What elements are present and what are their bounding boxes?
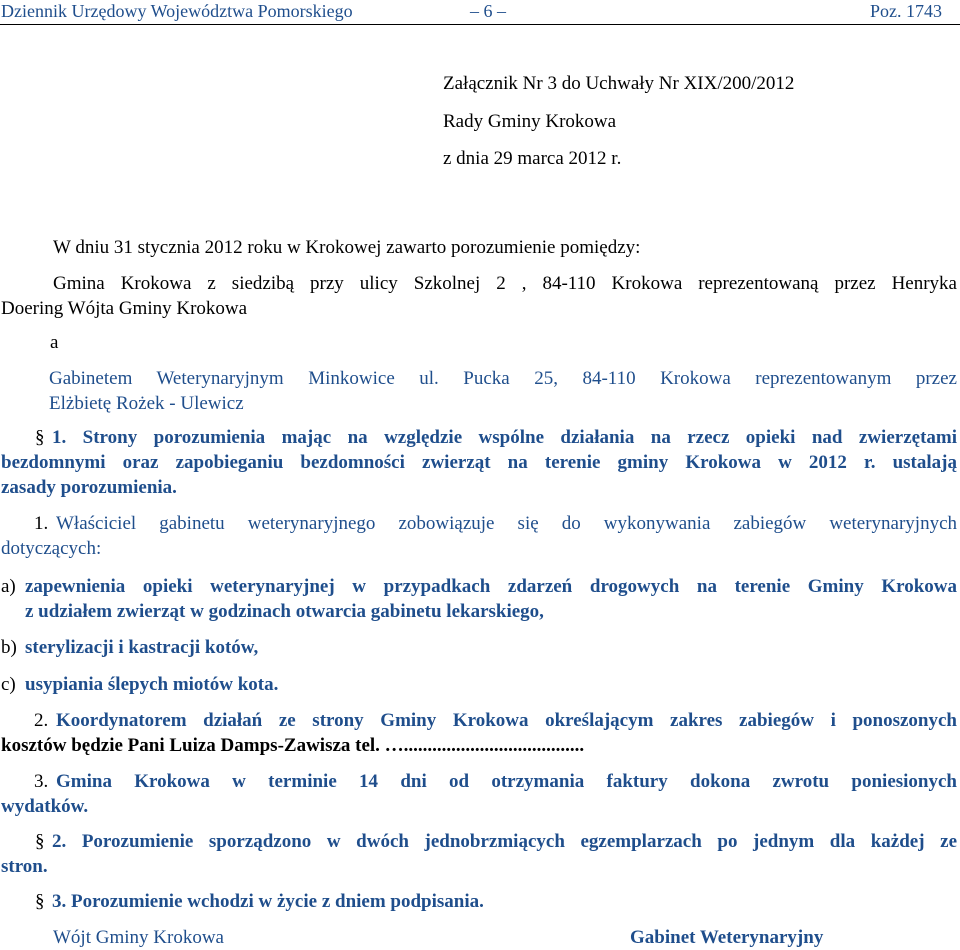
attachment-date: z dnia 29 marca 2012 r. <box>443 148 622 169</box>
section2-line2: stron. <box>1 856 48 877</box>
section3-text: 3. Porozumienie wchodzi w życie z dniem podpisania. <box>52 891 484 912</box>
section-symbol: § <box>35 831 45 852</box>
section-symbol: § <box>35 891 45 912</box>
party1-line2: Doering Wójta Gminy Krokowa <box>1 298 248 319</box>
party1-line1: Gmina Krokowa z siedzibą przy ulicy Szkolnej 2 , 84-110 Krokowa reprezentowaną przez Henryka <box>53 273 957 294</box>
point1-line1: Właściciel gabinetu weterynaryjnego zobowiązuje się do wykonywania zabiegów weterynaryjnych <box>56 513 957 534</box>
item-a-line2: z udziałem zwierząt w godzinach otwarcia gabinetu lekarskiego, <box>25 601 544 622</box>
point1-line2: dotyczących: <box>1 538 102 559</box>
party2-line2: Elżbietę Rożek - Ulewicz <box>49 393 244 414</box>
signature-left: Wójt Gminy Krokowa <box>53 927 224 948</box>
conjunction: a <box>50 332 59 353</box>
item-b-label: b) <box>1 637 17 658</box>
attachment-council: Rady Gminy Krokowa <box>443 111 617 132</box>
attachment-title: Załącznik Nr 3 do Uchwały Nr XIX/200/2012 <box>443 73 795 94</box>
point2-line1: Koordynatorem działań ze strony Gminy Krokowa określającym zakres zabiegów i ponoszonych <box>56 710 957 731</box>
item-c-text: usypiania ślepych miotów kota. <box>25 674 279 695</box>
section1-line1: 1. Strony porozumienia mając na względzie wspólne działania na rzecz opieki nad zwierzętami <box>52 427 957 448</box>
item-a-label: a) <box>1 576 16 597</box>
section1-line3: zasady porozumienia. <box>1 477 177 498</box>
point3-line2: wydatków. <box>1 796 89 817</box>
point3-number: 3. <box>34 771 49 792</box>
point1-number: 1. <box>34 513 49 534</box>
section-symbol: § <box>35 427 45 448</box>
journal-title: Dziennik Urzędowy Województwa Pomorskiego <box>1 1 353 21</box>
point2-line2: kosztów będzie Pani Luiza Damps-Zawisza tel. …...................................... <box>1 735 585 756</box>
point2-number: 2. <box>34 710 49 731</box>
point3-line1: Gmina Krokowa w terminie 14 dni od otrzymania faktury dokona zwrotu poniesionych <box>56 771 957 792</box>
intro-text: W dniu 31 stycznia 2012 roku w Krokowej zawarto porozumienie pomiędzy: <box>53 237 641 258</box>
item-a-line1: zapewnienia opieki weterynaryjnej w przypadkach zdarzeń drogowych na terenie Gminy Krokowa <box>25 576 957 597</box>
party2-line1: Gabinetem Weterynaryjnym Minkowice ul. Pucka 25, 84-110 Krokowa reprezentowanym przez <box>49 368 957 389</box>
signature-right: Gabinet Weterynaryjny <box>630 927 824 948</box>
page-number: – 6 – <box>470 1 506 21</box>
section1-line2: bezdomnymi oraz zapobieganiu bezdomności zwierząt na terenie gminy Krokowa w 2012 r. ustalają <box>1 452 957 473</box>
item-b-text: sterylizacji i kastracji kotów, <box>25 637 259 658</box>
position-number: Poz. 1743 <box>870 1 942 21</box>
item-c-label: c) <box>1 674 16 695</box>
page-header <box>0 0 960 25</box>
section2-line1: 2. Porozumienie sporządzono w dwóch jednobrzmiących egzemplarzach po jednym dla każdej ze <box>52 831 957 852</box>
